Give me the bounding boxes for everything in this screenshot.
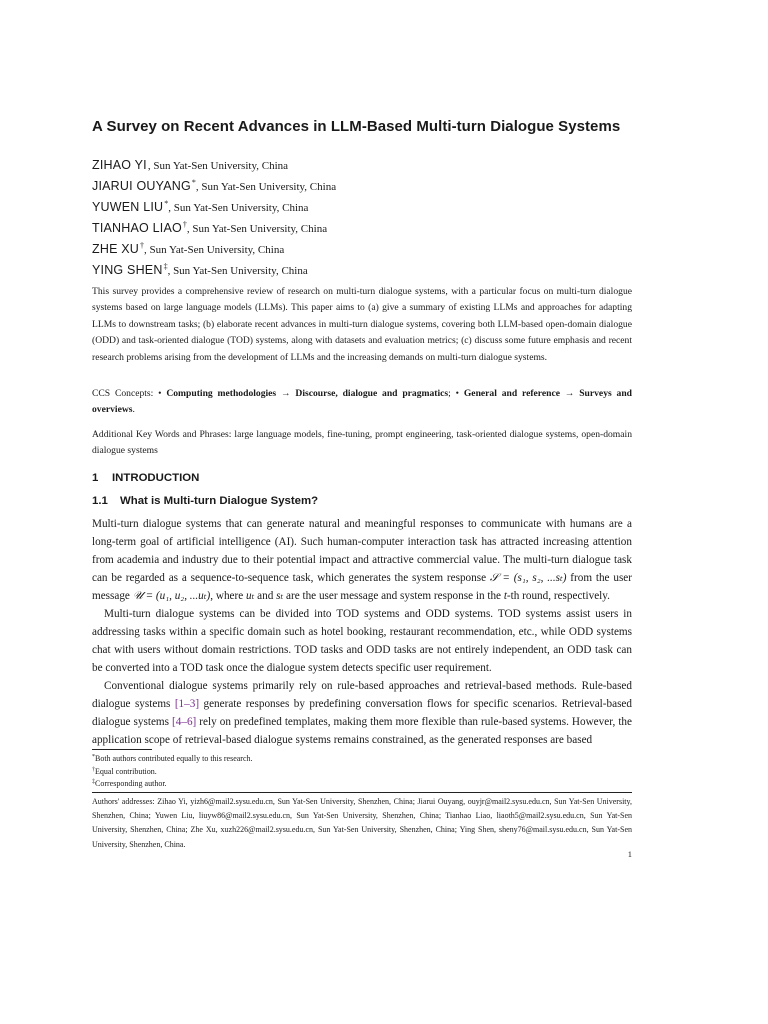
math-inline: uₜ — [246, 590, 255, 602]
author-mark: * — [164, 199, 169, 208]
address-divider — [92, 792, 632, 793]
citation-link[interactable]: [4–6] — [172, 716, 197, 728]
footnote-divider — [92, 749, 152, 750]
text-run: from the user message — [92, 572, 632, 602]
author-entry — [92, 214, 632, 235]
author-affiliation: , Sun Yat-Sen University, China — [168, 202, 309, 214]
author-affiliation: , Sun Yat-Sen University, China — [144, 244, 285, 256]
author-mark: † — [182, 220, 187, 229]
footnote-mark: * — [92, 754, 95, 760]
author-affiliation: , Sun Yat-Sen University, China — [186, 223, 328, 235]
ccs-concept: General and reference → Surveys and overviews — [92, 388, 633, 416]
author-mark: † — [140, 241, 145, 250]
author-entry — [92, 151, 632, 172]
footnote-text: Corresponding author. — [95, 779, 167, 789]
ccs-separator: ; • — [448, 388, 464, 399]
section-number: 1 — [92, 472, 99, 484]
author-name: YING SHEN — [92, 263, 163, 277]
author-entry — [92, 193, 632, 214]
section-title: INTRODUCTION — [112, 472, 200, 484]
text-run: Multi-turn dialogue systems that can generate natural and meaningful responses to communicate with humans are a long-term goal of artificial intelligence (AI). Such human-computer interaction task has attracted increasing attention from academia and industry due to their potential impact and attractive commercial value. The multi-turn dialogue task can be regarded as a sequence-to-sequence task, which generates the system response — [92, 518, 632, 584]
math-inline: 𝒰 = (u₁, u₂, ...uₜ) — [132, 590, 211, 602]
paper-page — [92, 0, 632, 1024]
keywords: Additional Key Words and Phrases: large language models, fine-tuning, prompt engineering, task-oriented dialogue systems, open-domain dialogue systems — [92, 429, 632, 457]
text-run: , where — [210, 590, 246, 602]
author-name: TIANHAO LIAO — [92, 221, 182, 235]
page-number: 1 — [627, 849, 632, 859]
subsection-number: 1.1 — [92, 495, 108, 507]
ccs-end: . — [132, 404, 135, 416]
ccs-concept: Computing methodologies → Discourse, dialogue and pragmatics — [166, 388, 449, 399]
footnote-text: Both authors contributed equally to this research. — [95, 754, 253, 763]
author-addresses: Authors' addresses: Zihao Yi, yizh6@mail2.sysu.edu.cn, Sun Yat-Sen University, Shenzhen, China; Jiarui Ouyang, ouyjr@mail2.sysu.edu.cn, Sun Yat-Sen University, Shenzhen, China; Yuwen Liu, liuyw86@mail2.sysu.edu.cn, Sun Yat-Sen University, Shenzhen, China; Tianhao Liao, liaoth5@mail2.sysu.edu.cn, Sun Yat-Sen University, Shenzhen, China; Zhe Xu, xuzh226@mail2.sysu.edu.cn, Sun Yat-Sen University, Shenzhen, China; Ying Shen, sheny76@mail.sysu.edu.cn, Sun Yat-Sen University, Shenzhen, China. — [92, 797, 632, 849]
footnote-mark: ‡ — [92, 779, 95, 786]
author-name: JIARUI OUYANG — [92, 179, 191, 193]
math-inline: t — [503, 590, 507, 602]
author-affiliation: , Sun Yat-Sen University, China — [147, 160, 289, 172]
math-inline: sₜ — [276, 590, 284, 602]
author-mark: ‡ — [163, 262, 168, 271]
ccs-label: CCS Concepts: • — [92, 388, 167, 399]
text-run: are the user message and system response in the — [283, 590, 504, 602]
footnote — [92, 777, 632, 790]
text-run: and — [254, 590, 277, 602]
author-name: YUWEN LIU — [92, 200, 164, 214]
author-affiliation: , Sun Yat-Sen University, China — [195, 181, 337, 193]
author-name: ZIHAO YI — [92, 158, 147, 172]
footnote — [92, 765, 632, 778]
math-inline: 𝒮 = (s₁, s₂, ...sₜ) — [489, 572, 567, 584]
author-list — [92, 151, 632, 277]
ccs-concepts — [92, 386, 632, 419]
text-run: rely on predefined templates, making them more flexible than rule-based systems. However, the application scope of retrieval-based dialogue systems remains constrained, as the generated responses are based — [92, 716, 632, 746]
text-run: -th round, respectively. — [506, 590, 610, 602]
paragraph — [92, 677, 632, 749]
text-run: Conventional dialogue systems primarily rely on rule-based approaches and retrieval-based methods. Rule-based dialogue systems — [92, 680, 632, 710]
footnote-mark: † — [92, 766, 95, 773]
subsection-heading — [92, 495, 318, 507]
section-heading — [92, 472, 199, 484]
body-text — [92, 515, 632, 749]
paragraph: Multi-turn dialogue systems can be divided into TOD systems and ODD systems. TOD systems assist users in addressing tasks within a specific domain such as hotel booking, restaurant recommendation, etc., while ODD systems chat with users without domain restrictions. TOD tasks and ODD tasks are not entirely independent, an ODD task can be converted into a TOD task once the dialogue system detects specific user requirement. — [92, 608, 632, 674]
footnote — [92, 752, 632, 765]
footnote-text: Equal contribution. — [95, 766, 157, 776]
author-mark: * — [191, 178, 196, 187]
paragraph — [92, 515, 632, 605]
author-entry — [92, 256, 632, 277]
author-name: ZHE XU — [92, 242, 140, 256]
text-run: generate responses by predefining conversation flows for specific scenarios. Retrieval-based dialogue systems — [92, 698, 632, 728]
paper-title: A Survey on Recent Advances in LLM-Based Multi-turn Dialogue Systems — [92, 118, 621, 135]
author-entry — [92, 172, 632, 193]
footnotes — [92, 752, 632, 790]
citation-link[interactable]: [1–3] — [174, 698, 200, 710]
abstract: This survey provides a comprehensive review of research on multi-turn dialogue systems, with a particular focus on multi-turn dialogue systems based on large language models (LLMs). This paper aims to (a) give a summary of existing LLMs and approaches for adapting LLMs to downstream tasks; (b) elaborate recent advances in multi-turn dialogue systems, covering both LLM-based open-domain dialogue (ODD) and task-oriented dialogue (TOD) systems, along with datasets and evaluation metrics; (c) discuss some future emphasis and recent research problems arising from the development of LLMs and the increasing demands on multi-turn dialogue systems. — [92, 286, 632, 363]
author-affiliation: , Sun Yat-Sen University, China — [167, 265, 308, 277]
author-entry — [92, 235, 632, 256]
subsection-title: What is Multi-turn Dialogue System? — [120, 495, 319, 507]
